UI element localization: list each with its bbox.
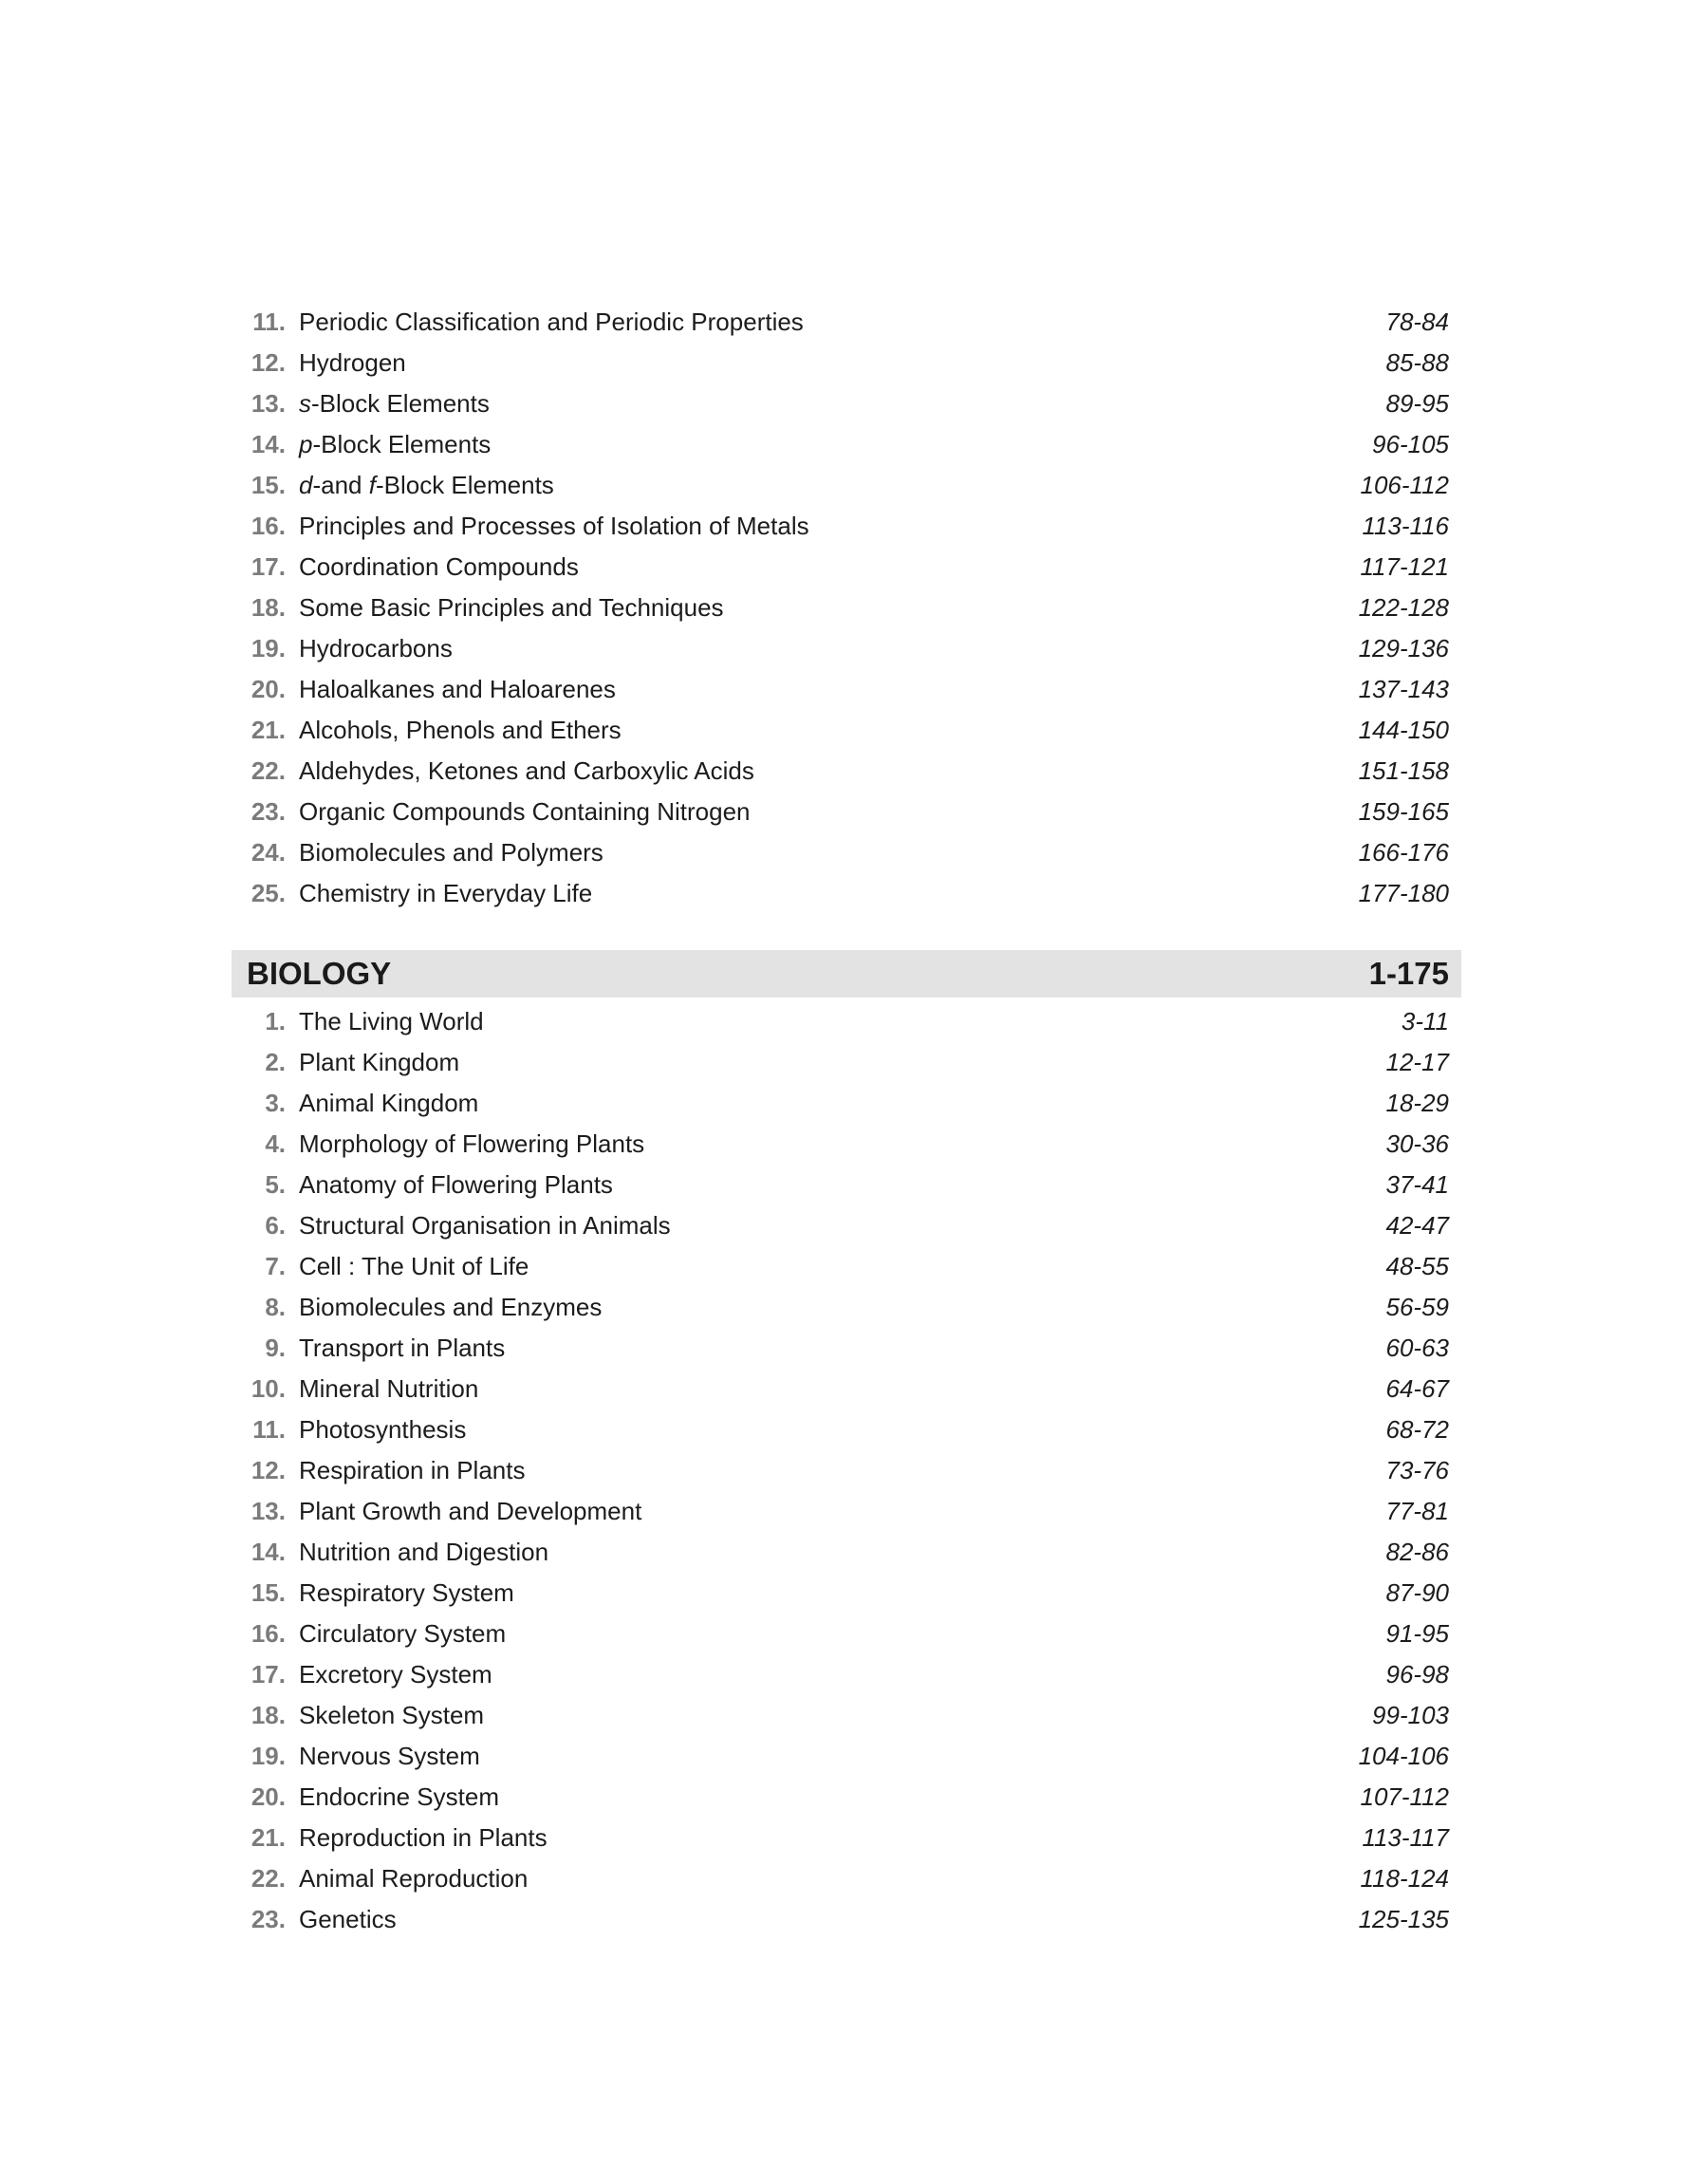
chapter-title-rest: -Block Elements — [312, 430, 492, 458]
toc-row[interactable] — [232, 1246, 1461, 1287]
chapter-title: Animal Kingdom — [299, 1089, 479, 1117]
page-range: 48-55 — [1385, 1252, 1449, 1280]
chapter-number: 12. — [251, 348, 286, 377]
chapter-title: The Living World — [299, 1007, 484, 1036]
chapter-title: Respiration in Plants — [299, 1456, 526, 1484]
page-range: 177-180 — [1358, 879, 1449, 907]
chapter-number: 13. — [251, 389, 286, 418]
chapter-number: 19. — [251, 1742, 286, 1770]
toc-row[interactable] — [232, 1450, 1461, 1491]
chapter-title: Principles and Processes of Isolation of Metals — [299, 512, 809, 540]
chapter-number: 23. — [251, 1905, 286, 1933]
page-range: 96-98 — [1385, 1660, 1449, 1689]
page-range: 78-84 — [1385, 308, 1449, 336]
chapter-title: Nervous System — [299, 1742, 480, 1770]
toc-row[interactable] — [232, 1083, 1461, 1124]
chapter-title: Endocrine System — [299, 1782, 499, 1811]
toc-row[interactable] — [232, 1287, 1461, 1328]
page-range: 106-112 — [1360, 471, 1449, 499]
chapter-title — [299, 383, 1240, 424]
table-of-contents — [232, 302, 1461, 1940]
biology-chapter-list — [232, 1001, 1461, 1940]
chapter-number: 20. — [251, 1782, 286, 1811]
chapter-number: 20. — [251, 675, 286, 703]
toc-row[interactable] — [232, 1818, 1461, 1858]
toc-row[interactable] — [232, 1858, 1461, 1899]
chapter-number: 22. — [251, 756, 286, 785]
page-range: 113-116 — [1362, 512, 1449, 540]
page-range: 56-59 — [1385, 1293, 1449, 1321]
chapter-number: 4. — [265, 1129, 286, 1158]
page-range: 87-90 — [1385, 1578, 1449, 1607]
chapter-number: 17. — [251, 552, 286, 581]
toc-row[interactable] — [232, 424, 1461, 465]
chapter-title: Respiratory System — [299, 1578, 514, 1607]
toc-row[interactable] — [232, 1165, 1461, 1205]
chapter-title: Circulatory System — [299, 1619, 507, 1648]
chapter-title: Aldehydes, Ketones and Carboxylic Acids — [299, 756, 754, 785]
page-range: 30-36 — [1385, 1129, 1449, 1158]
chapter-title: Biomolecules and Enzymes — [299, 1293, 603, 1321]
chapter-title: Mineral Nutrition — [299, 1374, 479, 1403]
page-range: 151-158 — [1358, 756, 1449, 785]
page-range: 3-11 — [1401, 1007, 1449, 1036]
page-range: 159-165 — [1358, 797, 1449, 826]
toc-row[interactable] — [232, 669, 1461, 710]
toc-row[interactable] — [232, 588, 1461, 628]
chapter-title: Transport in Plants — [299, 1334, 506, 1362]
chapter-title: Skeleton System — [299, 1701, 485, 1729]
chapter-number: 2. — [265, 1048, 286, 1076]
toc-row[interactable] — [232, 792, 1461, 832]
toc-row[interactable] — [232, 383, 1461, 424]
toc-row[interactable] — [232, 1328, 1461, 1369]
toc-row[interactable] — [232, 465, 1461, 506]
page-range: 89-95 — [1385, 389, 1449, 418]
chapter-number: 9. — [265, 1334, 286, 1362]
chapter-title: Haloalkanes and Haloarenes — [299, 675, 616, 703]
chapter-number: 19. — [251, 634, 286, 662]
biology-section-header[interactable] — [232, 950, 1461, 998]
chapter-title: Biomolecules and Polymers — [299, 838, 603, 867]
toc-row[interactable] — [232, 1042, 1461, 1083]
chapter-number: 10. — [251, 1374, 286, 1403]
chapter-title-mid: -and — [312, 471, 369, 499]
toc-row[interactable] — [232, 1369, 1461, 1409]
page-range: 68-72 — [1385, 1415, 1449, 1444]
page-range: 64-67 — [1385, 1374, 1449, 1403]
page-range: 104-106 — [1358, 1742, 1449, 1770]
page-range: 42-47 — [1385, 1211, 1449, 1240]
chapter-number: 17. — [251, 1660, 286, 1689]
chapter-title: Some Basic Principles and Techniques — [299, 593, 724, 622]
chapter-title-italic: p — [299, 430, 313, 458]
chapter-number: 15. — [251, 1578, 286, 1607]
chapter-number: 1. — [265, 1007, 286, 1036]
toc-row[interactable] — [232, 832, 1461, 873]
toc-row[interactable] — [232, 1532, 1461, 1573]
chapter-number: 15. — [251, 471, 286, 499]
toc-row[interactable] — [232, 506, 1461, 547]
chapter-title: Hydrogen — [299, 348, 406, 377]
page-range: 137-143 — [1358, 675, 1449, 703]
page-range: 122-128 — [1358, 593, 1449, 622]
chapter-number: 16. — [251, 1619, 286, 1648]
chapter-title: Animal Reproduction — [299, 1864, 529, 1893]
page-range: 77-81 — [1385, 1497, 1449, 1525]
toc-row[interactable] — [232, 710, 1461, 751]
page-range: 113-117 — [1362, 1823, 1449, 1852]
page-range: 60-63 — [1385, 1334, 1449, 1362]
toc-row[interactable] — [232, 1205, 1461, 1246]
chapter-title: Chemistry in Everyday Life — [299, 879, 593, 907]
chapter-title: Organic Compounds Containing Nitrogen — [299, 797, 751, 826]
chapter-title-italic: s — [299, 389, 311, 418]
page-range: 107-112 — [1360, 1782, 1449, 1811]
toc-row[interactable] — [232, 1777, 1461, 1818]
chapter-title-italic: f — [368, 471, 376, 499]
toc-row[interactable] — [232, 1124, 1461, 1165]
chapter-number: 5. — [265, 1170, 286, 1199]
toc-row[interactable] — [232, 302, 1461, 343]
chapter-title-italic: d — [299, 471, 313, 499]
page-range: 12-17 — [1385, 1048, 1449, 1076]
chapter-title: Hydrocarbons — [299, 634, 453, 662]
page-range: 96-105 — [1372, 430, 1449, 458]
page-range: 18-29 — [1385, 1089, 1449, 1117]
page-range: 91-95 — [1385, 1619, 1449, 1648]
chapter-number: 23. — [251, 797, 286, 826]
chemistry-chapter-list — [232, 302, 1461, 914]
chapter-number: 14. — [251, 430, 286, 458]
toc-row[interactable] — [232, 1736, 1461, 1777]
chapter-number: 16. — [251, 512, 286, 540]
chapter-title: Alcohols, Phenols and Ethers — [299, 716, 622, 744]
chapter-title: Reproduction in Plants — [299, 1823, 548, 1852]
chapter-title: Plant Growth and Development — [299, 1497, 642, 1525]
chapter-title — [299, 424, 1240, 465]
section-page-range: 1-175 — [1368, 956, 1449, 991]
chapter-number: 6. — [265, 1211, 286, 1240]
toc-row[interactable] — [232, 1491, 1461, 1532]
toc-row[interactable] — [232, 343, 1461, 383]
chapter-title-rest: -Block Elements — [311, 389, 490, 418]
page-range: 73-76 — [1385, 1456, 1449, 1484]
toc-row[interactable] — [232, 1695, 1461, 1736]
chapter-number: 11. — [252, 308, 286, 336]
chapter-number: 18. — [251, 1701, 286, 1729]
chapter-number: 21. — [251, 1823, 286, 1852]
chapter-number: 25. — [251, 879, 286, 907]
toc-row[interactable] — [232, 628, 1461, 669]
chapter-number: 22. — [251, 1864, 286, 1893]
chapter-title: Morphology of Flowering Plants — [299, 1129, 645, 1158]
toc-row[interactable] — [232, 1573, 1461, 1614]
page-range: 37-41 — [1385, 1170, 1449, 1199]
toc-row[interactable] — [232, 547, 1461, 588]
page-range: 129-136 — [1358, 634, 1449, 662]
chapter-number: 24. — [251, 838, 286, 867]
chapter-number: 13. — [251, 1497, 286, 1525]
chapter-number: 12. — [251, 1456, 286, 1484]
toc-row[interactable] — [232, 751, 1461, 792]
chapter-title: Excretory System — [299, 1660, 492, 1689]
page-range: 117-121 — [1360, 552, 1449, 581]
chapter-number: 21. — [251, 716, 286, 744]
chapter-title: Anatomy of Flowering Plants — [299, 1170, 613, 1199]
page-range: 85-88 — [1385, 348, 1449, 377]
chapter-number: 8. — [265, 1293, 286, 1321]
page-range: 99-103 — [1372, 1701, 1449, 1729]
page-range: 118-124 — [1360, 1864, 1449, 1893]
toc-row[interactable] — [232, 1001, 1461, 1042]
chapter-title: Nutrition and Digestion — [299, 1538, 549, 1566]
chapter-number: 11. — [252, 1415, 286, 1444]
toc-row[interactable] — [232, 1899, 1461, 1940]
chapter-number: 14. — [251, 1538, 286, 1566]
section-heading: BIOLOGY — [247, 956, 392, 991]
chapter-title-rest: -Block Elements — [375, 471, 554, 499]
page-range: 166-176 — [1358, 838, 1449, 867]
chapter-number: 7. — [265, 1252, 286, 1280]
chapter-title: Plant Kingdom — [299, 1048, 460, 1076]
page-range: 82-86 — [1385, 1538, 1449, 1566]
toc-row[interactable] — [232, 873, 1461, 914]
toc-row[interactable] — [232, 1654, 1461, 1695]
chapter-number: 18. — [251, 593, 286, 622]
chapter-title: Coordination Compounds — [299, 552, 579, 581]
chapter-number: 3. — [265, 1089, 286, 1117]
page-range: 125-135 — [1358, 1905, 1449, 1933]
toc-row[interactable] — [232, 1409, 1461, 1450]
chapter-title: Periodic Classification and Periodic Properties — [299, 308, 804, 336]
chapter-title: Structural Organisation in Animals — [299, 1211, 671, 1240]
chapter-title: Cell : The Unit of Life — [299, 1252, 529, 1280]
page-range: 144-150 — [1358, 716, 1449, 744]
chapter-title: Photosynthesis — [299, 1415, 467, 1444]
toc-row[interactable] — [232, 1614, 1461, 1654]
chapter-title — [299, 465, 1240, 506]
chapter-title: Genetics — [299, 1905, 397, 1933]
